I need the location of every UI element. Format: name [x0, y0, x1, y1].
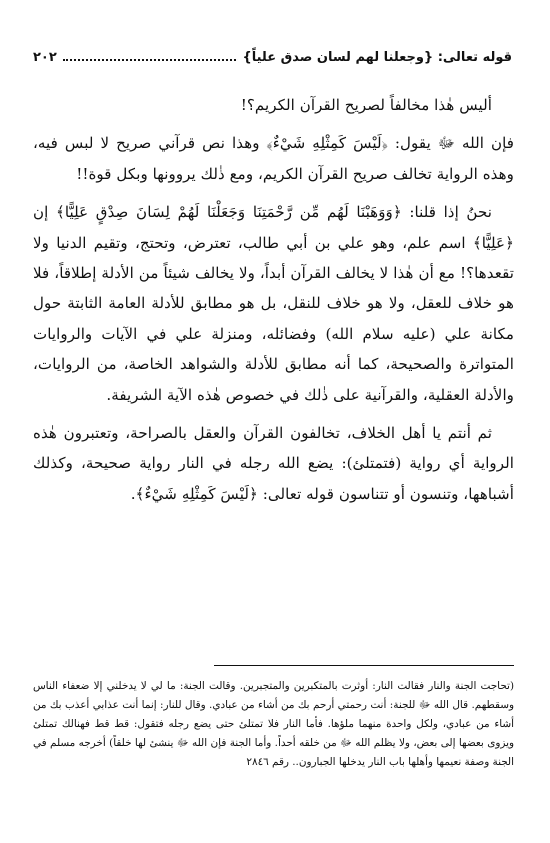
- paragraph-2: فإن الله ﷻ يقول: ﴿لَيْسَ كَمِثْلِهِ شَيْءٌ﴾ وهذا نص قرآني صريح لا لبس فيه، وهذه الرواية تخالف صريح القرآن الكريم، ومع ذٰلك يروونها وبكل قوة!!: [33, 134, 514, 183]
- paragraph-4: ثم أنتم يا أهل الخلاف، تخالفون القرآن والعقل بالصراحة، وتعتبرون هٰذه الرواية أي رواية (فتمتلئ): يضع الله رجله في النار رواية صحيحة، وكذلك أشباهها، وتنسون أو تتناسون قوله تعالى: ﴿لَيْسَ كَمِثْلِهِ شَيْءٌ﴾.: [33, 424, 514, 503]
- main-text: [33, 90, 514, 517]
- footnotes: [33, 677, 514, 772]
- footnote-text: (تحاجت الجنة والنار فقالت النار: أوثرت بالمتكبرين والمتجبرين. وقالت الجنة: ما لي لا يدخلني إلا ضعفاء الناس وسقطهم. قال الله ﷻ للجنة: أنت رحمتي أرحم بك من أشاء من عبادي. وقال للنار: إنما أنت عذابي أعذب بك من أشاء من عبادي، ولكل واحدة منهما ملؤها. فأما النار فلا تمتلئ حتى يضع رجله فتقول: قط قط فهنالك تمتلئ ويزوى بعضها إلى بعض، ولا يظلم الله ﷻ من خلقه أحداً. وأما الجنة فإن الله ﷻ ينشئ لها خلقاً) أخرجه مسلم في الجنة وصفة نعيمها وأهلها باب النار يدخلها الجبارون.. رقم ٢٨٤٦: [33, 680, 514, 768]
- header-dotted-leader: [63, 58, 237, 61]
- page-number: ٢٠٢: [33, 50, 57, 65]
- paragraph-1: أليس هٰذا مخالفاً لصريح القرآن الكريم؟!: [240, 96, 492, 114]
- paragraph-3: نحنُ إذا قلنا: ﴿وَوَهَبْنَا لَهُم مِّن رَّحْمَتِنَا وَجَعَلْنَا لَهُمْ لِسَانَ صِدْقٍ عَلِيًّا﴾ إن ﴿عَلِيًّا﴾ اسم علم، وهو علي بن أبي طالب، تعترض، وتحتج، وتقيم الدنيا ولا تقعدها؟! مع أن هٰذا لا يخالف القرآن أبداً، ولا يخالف شيئاً من الأدلة إطلاقاً، فلا هو خلاف للعقل، ولا هو خلاف للنقل، بل هو مطابق للأدلة العامة الثابتة حول مكانة علي (عليه سلام الله) وفضائله، ومنزلة علي في الآيات والروايات المتواترة والصحيحة، كما أنه مطابق للأدلة والشواهد الخاصة، من الروايات، والأدلة العقلية، والقرآنية على ذٰلك في خصوص هٰذه الآية الشريفة.: [33, 203, 514, 404]
- running-header: [33, 50, 512, 65]
- footnote-divider: [214, 665, 514, 666]
- header-title: قوله تعالى: {وجعلنا لهم لسان صدق علياً}: [242, 50, 512, 65]
